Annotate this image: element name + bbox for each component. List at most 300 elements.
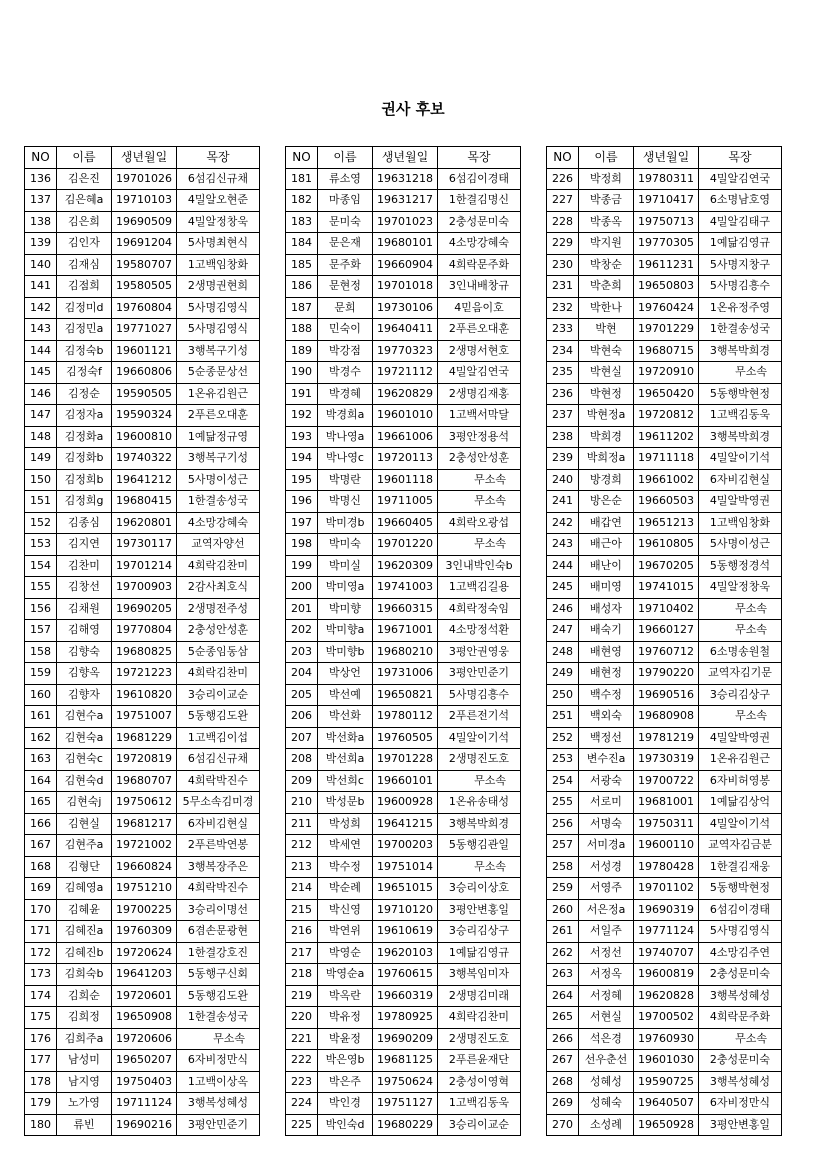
cell-birthdate: 19681229 bbox=[112, 727, 177, 749]
table-row bbox=[547, 1093, 782, 1115]
cell-no: 159 bbox=[25, 663, 57, 685]
cell-mokjang: 교역자양선 bbox=[177, 534, 260, 556]
cell-mokjang: 1온유김원근 bbox=[177, 383, 260, 405]
cell-name: 서정옥 bbox=[579, 964, 634, 986]
cell-name: 박유정 bbox=[318, 1007, 373, 1029]
cell-name: 서로미 bbox=[579, 792, 634, 814]
table-row bbox=[25, 598, 260, 620]
cell-name: 성혜숙 bbox=[579, 1093, 634, 1115]
cell-name: 문희 bbox=[318, 297, 373, 319]
table-row bbox=[25, 319, 260, 341]
cell-no: 241 bbox=[547, 491, 579, 513]
cell-no: 209 bbox=[286, 770, 318, 792]
cell-birthdate: 19660319 bbox=[373, 985, 438, 1007]
cell-name: 박미경b bbox=[318, 512, 373, 534]
table-row bbox=[25, 555, 260, 577]
cell-birthdate: 19681125 bbox=[373, 1050, 438, 1072]
cell-name: 박미향 bbox=[318, 598, 373, 620]
table-row bbox=[25, 749, 260, 771]
cell-birthdate: 19770323 bbox=[373, 340, 438, 362]
cell-name: 박현정a bbox=[579, 405, 634, 427]
cell-no: 231 bbox=[547, 276, 579, 298]
cell-name: 김점희 bbox=[57, 276, 112, 298]
cell-birthdate: 19760615 bbox=[373, 964, 438, 986]
cell-mokjang: 3행복구기성 bbox=[177, 340, 260, 362]
cell-mokjang: 3승리김상구 bbox=[438, 921, 521, 943]
cell-name: 박종금 bbox=[579, 190, 634, 212]
cell-birthdate: 19650908 bbox=[112, 1007, 177, 1029]
cell-birthdate: 19700203 bbox=[373, 835, 438, 857]
cell-birthdate: 19601010 bbox=[373, 405, 438, 427]
cell-mokjang: 5사명김흥수 bbox=[438, 684, 521, 706]
cell-name: 배성자 bbox=[579, 598, 634, 620]
cell-name: 김향숙 bbox=[57, 641, 112, 663]
cell-no: 138 bbox=[25, 211, 57, 233]
cell-mokjang: 6섬김신규채 bbox=[177, 749, 260, 771]
cell-mokjang: 6겸손문광현 bbox=[177, 921, 260, 943]
cell-name: 김정숙f bbox=[57, 362, 112, 384]
table-row bbox=[547, 964, 782, 986]
cell-mokjang: 1고백김동욱 bbox=[438, 1093, 521, 1115]
cell-mokjang: 6소명남호영 bbox=[699, 190, 782, 212]
table-row bbox=[286, 1093, 521, 1115]
cell-mokjang: 4소망정석환 bbox=[438, 620, 521, 642]
cell-no: 173 bbox=[25, 964, 57, 986]
cell-no: 187 bbox=[286, 297, 318, 319]
cell-birthdate: 19770305 bbox=[634, 233, 699, 255]
table-row bbox=[25, 340, 260, 362]
cell-no: 199 bbox=[286, 555, 318, 577]
cell-birthdate: 19701026 bbox=[112, 168, 177, 190]
cell-birthdate: 19601030 bbox=[634, 1050, 699, 1072]
cell-mokjang: 4희락박진수 bbox=[177, 770, 260, 792]
cell-no: 193 bbox=[286, 426, 318, 448]
table-row bbox=[286, 878, 521, 900]
cell-no: 175 bbox=[25, 1007, 57, 1029]
cell-birthdate: 19680707 bbox=[112, 770, 177, 792]
cell-no: 222 bbox=[286, 1050, 318, 1072]
table-row bbox=[25, 1093, 260, 1115]
cell-mokjang: 4밀알박영권 bbox=[699, 491, 782, 513]
cell-birthdate: 19611202 bbox=[634, 426, 699, 448]
cell-mokjang: 무소속 bbox=[438, 534, 521, 556]
cell-name: 박종옥 bbox=[579, 211, 634, 233]
cell-mokjang: 2생명서현호 bbox=[438, 340, 521, 362]
cell-no: 226 bbox=[547, 168, 579, 190]
cell-name: 김정민a bbox=[57, 319, 112, 341]
cell-no: 180 bbox=[25, 1114, 57, 1136]
table-row bbox=[547, 663, 782, 685]
table-row bbox=[286, 792, 521, 814]
cell-mokjang: 5사명이성근 bbox=[699, 534, 782, 556]
cell-birthdate: 19721002 bbox=[112, 835, 177, 857]
table-row bbox=[547, 211, 782, 233]
cell-birthdate: 19631217 bbox=[373, 190, 438, 212]
table-row bbox=[286, 1028, 521, 1050]
cell-birthdate: 19741003 bbox=[373, 577, 438, 599]
table-row bbox=[25, 233, 260, 255]
cell-no: 142 bbox=[25, 297, 57, 319]
table-row bbox=[547, 899, 782, 921]
table-row bbox=[25, 491, 260, 513]
cell-birthdate: 19620828 bbox=[634, 985, 699, 1007]
cell-birthdate: 19660503 bbox=[634, 491, 699, 513]
cell-birthdate: 19750311 bbox=[634, 813, 699, 835]
header-no: NO bbox=[286, 147, 318, 169]
cell-mokjang: 5무소속김미경 bbox=[177, 792, 260, 814]
cell-mokjang: 6자비김현실 bbox=[699, 469, 782, 491]
cell-birthdate: 19730319 bbox=[634, 749, 699, 771]
cell-birthdate: 19640411 bbox=[373, 319, 438, 341]
table-row bbox=[286, 835, 521, 857]
cell-mokjang: 2생명김미래 bbox=[438, 985, 521, 1007]
cell-mokjang: 1고백이상옥 bbox=[177, 1071, 260, 1093]
cell-birthdate: 19610619 bbox=[373, 921, 438, 943]
cell-no: 258 bbox=[547, 856, 579, 878]
table-row bbox=[547, 942, 782, 964]
cell-birthdate: 19760804 bbox=[112, 297, 177, 319]
cell-name: 박옥란 bbox=[318, 985, 373, 1007]
cell-mokjang: 5사명김영식 bbox=[177, 319, 260, 341]
cell-mokjang: 3승리김상구 bbox=[699, 684, 782, 706]
cell-birthdate: 19600819 bbox=[634, 964, 699, 986]
cell-mokjang: 3승리이명선 bbox=[177, 899, 260, 921]
cell-birthdate: 19750403 bbox=[112, 1071, 177, 1093]
table-row bbox=[547, 684, 782, 706]
table-row bbox=[286, 469, 521, 491]
cell-birthdate: 19601121 bbox=[112, 340, 177, 362]
table-row bbox=[547, 254, 782, 276]
cell-birthdate: 19741015 bbox=[634, 577, 699, 599]
cell-name: 김채원 bbox=[57, 598, 112, 620]
cell-no: 219 bbox=[286, 985, 318, 1007]
cell-birthdate: 19620103 bbox=[373, 942, 438, 964]
cell-name: 김재심 bbox=[57, 254, 112, 276]
table-row bbox=[547, 1071, 782, 1093]
cell-birthdate: 19690209 bbox=[373, 1028, 438, 1050]
cell-no: 136 bbox=[25, 168, 57, 190]
cell-no: 151 bbox=[25, 491, 57, 513]
cell-mokjang: 2푸른전기석 bbox=[438, 706, 521, 728]
cell-name: 김희정 bbox=[57, 1007, 112, 1029]
cell-name: 박정희 bbox=[579, 168, 634, 190]
cell-name: 박강점 bbox=[318, 340, 373, 362]
cell-mokjang: 2생명전주성 bbox=[177, 598, 260, 620]
cell-birthdate: 19750612 bbox=[112, 792, 177, 814]
cell-name: 배숙기 bbox=[579, 620, 634, 642]
cell-mokjang: 4소망강혜숙 bbox=[438, 233, 521, 255]
cell-mokjang: 1한결송성국 bbox=[699, 319, 782, 341]
cell-no: 192 bbox=[286, 405, 318, 427]
cell-name: 배난이 bbox=[579, 555, 634, 577]
cell-mokjang: 2감사최호식 bbox=[177, 577, 260, 599]
cell-name: 김찬미 bbox=[57, 555, 112, 577]
cell-birthdate: 19681001 bbox=[634, 792, 699, 814]
cell-name: 박수정 bbox=[318, 856, 373, 878]
cell-name: 김향자 bbox=[57, 684, 112, 706]
table-row bbox=[286, 985, 521, 1007]
table-row bbox=[25, 641, 260, 663]
cell-birthdate: 19680415 bbox=[112, 491, 177, 513]
cell-birthdate: 19780925 bbox=[373, 1007, 438, 1029]
cell-no: 203 bbox=[286, 641, 318, 663]
cell-no: 224 bbox=[286, 1093, 318, 1115]
cell-birthdate: 19710120 bbox=[373, 899, 438, 921]
cell-birthdate: 19711118 bbox=[634, 448, 699, 470]
cell-mokjang: 5사명지창구 bbox=[699, 254, 782, 276]
cell-mokjang: 5사명김영식 bbox=[699, 921, 782, 943]
cell-birthdate: 19721112 bbox=[373, 362, 438, 384]
cell-mokjang: 무소속 bbox=[438, 491, 521, 513]
cell-mokjang: 무소속 bbox=[699, 706, 782, 728]
table-row bbox=[25, 405, 260, 427]
cell-birthdate: 19701023 bbox=[373, 211, 438, 233]
cell-mokjang: 6섬김신규채 bbox=[177, 168, 260, 190]
table-row bbox=[286, 555, 521, 577]
cell-name: 김정자a bbox=[57, 405, 112, 427]
cell-no: 270 bbox=[547, 1114, 579, 1136]
table-row bbox=[25, 1114, 260, 1136]
table-row bbox=[25, 878, 260, 900]
cell-no: 216 bbox=[286, 921, 318, 943]
cell-no: 244 bbox=[547, 555, 579, 577]
cell-mokjang: 1예닮김영규 bbox=[699, 233, 782, 255]
cell-mokjang: 4희락김찬미 bbox=[177, 663, 260, 685]
header-birthdate: 생년월일 bbox=[373, 147, 438, 169]
cell-mokjang: 3평안권영웅 bbox=[438, 641, 521, 663]
table-row bbox=[286, 448, 521, 470]
cell-name: 박현 bbox=[579, 319, 634, 341]
cell-no: 215 bbox=[286, 899, 318, 921]
cell-birthdate: 19671001 bbox=[373, 620, 438, 642]
cell-birthdate: 19720812 bbox=[634, 405, 699, 427]
table-row bbox=[286, 211, 521, 233]
cell-name: 김혜진b bbox=[57, 942, 112, 964]
cell-name: 박나영a bbox=[318, 426, 373, 448]
cell-name: 박미향a bbox=[318, 620, 373, 642]
cell-birthdate: 19721223 bbox=[112, 663, 177, 685]
cell-no: 220 bbox=[286, 1007, 318, 1029]
cell-no: 156 bbox=[25, 598, 57, 620]
cell-birthdate: 19660806 bbox=[112, 362, 177, 384]
cell-birthdate: 19670205 bbox=[634, 555, 699, 577]
cell-name: 마종임 bbox=[318, 190, 373, 212]
cell-no: 229 bbox=[547, 233, 579, 255]
cell-name: 박신영 bbox=[318, 899, 373, 921]
cell-birthdate: 19600810 bbox=[112, 426, 177, 448]
cell-mokjang: 4믿음이호 bbox=[438, 297, 521, 319]
cell-name: 박창순 bbox=[579, 254, 634, 276]
cell-no: 183 bbox=[286, 211, 318, 233]
table-row bbox=[547, 620, 782, 642]
candidate-table-2 bbox=[285, 146, 521, 1136]
cell-mokjang: 6자비김현실 bbox=[177, 813, 260, 835]
cell-birthdate: 19661002 bbox=[634, 469, 699, 491]
cell-name: 김인자 bbox=[57, 233, 112, 255]
cell-no: 207 bbox=[286, 727, 318, 749]
table-row bbox=[547, 469, 782, 491]
cell-birthdate: 19690216 bbox=[112, 1114, 177, 1136]
cell-no: 140 bbox=[25, 254, 57, 276]
cell-mokjang: 1온유김원근 bbox=[699, 749, 782, 771]
cell-birthdate: 19740707 bbox=[634, 942, 699, 964]
cell-no: 225 bbox=[286, 1114, 318, 1136]
cell-mokjang: 4희락정숙임 bbox=[438, 598, 521, 620]
cell-birthdate: 19661006 bbox=[373, 426, 438, 448]
cell-name: 서미경a bbox=[579, 835, 634, 857]
table-row bbox=[25, 1028, 260, 1050]
cell-name: 김해영 bbox=[57, 620, 112, 642]
cell-name: 박선희a bbox=[318, 749, 373, 771]
cell-name: 김향옥 bbox=[57, 663, 112, 685]
table-row bbox=[286, 1050, 521, 1072]
cell-no: 217 bbox=[286, 942, 318, 964]
cell-mokjang: 2충성이영혁 bbox=[438, 1071, 521, 1093]
cell-name: 서정선 bbox=[579, 942, 634, 964]
cell-name: 방경희 bbox=[579, 469, 634, 491]
table-row bbox=[547, 276, 782, 298]
cell-birthdate: 19590725 bbox=[634, 1071, 699, 1093]
cell-no: 262 bbox=[547, 942, 579, 964]
table-row bbox=[547, 297, 782, 319]
table-row bbox=[25, 964, 260, 986]
cell-no: 185 bbox=[286, 254, 318, 276]
cell-no: 191 bbox=[286, 383, 318, 405]
cell-mokjang: 3인내박인숙b bbox=[438, 555, 521, 577]
cell-birthdate: 19631218 bbox=[373, 168, 438, 190]
cell-no: 265 bbox=[547, 1007, 579, 1029]
cell-no: 247 bbox=[547, 620, 579, 642]
table-row bbox=[547, 233, 782, 255]
cell-name: 박나영c bbox=[318, 448, 373, 470]
table-header-row bbox=[25, 147, 260, 169]
cell-no: 147 bbox=[25, 405, 57, 427]
cell-no: 152 bbox=[25, 512, 57, 534]
cell-no: 198 bbox=[286, 534, 318, 556]
cell-name: 김지연 bbox=[57, 534, 112, 556]
cell-mokjang: 4소망김주연 bbox=[699, 942, 782, 964]
cell-no: 228 bbox=[547, 211, 579, 233]
cell-no: 153 bbox=[25, 534, 57, 556]
cell-mokjang: 1온유송태성 bbox=[438, 792, 521, 814]
table-row bbox=[547, 598, 782, 620]
table-row bbox=[547, 555, 782, 577]
cell-no: 205 bbox=[286, 684, 318, 706]
cell-mokjang: 1고백김동욱 bbox=[699, 405, 782, 427]
cell-mokjang: 3승리이상호 bbox=[438, 878, 521, 900]
cell-mokjang: 무소속 bbox=[699, 362, 782, 384]
cell-birthdate: 19590505 bbox=[112, 383, 177, 405]
cell-birthdate: 19780428 bbox=[634, 856, 699, 878]
cell-name: 김현수a bbox=[57, 706, 112, 728]
cell-birthdate: 19680715 bbox=[634, 340, 699, 362]
table-row bbox=[25, 770, 260, 792]
header-name: 이름 bbox=[318, 147, 373, 169]
cell-name: 김현실 bbox=[57, 813, 112, 835]
cell-name: 김현숙j bbox=[57, 792, 112, 814]
table-row bbox=[286, 620, 521, 642]
table-row bbox=[547, 405, 782, 427]
table-row bbox=[25, 297, 260, 319]
cell-birthdate: 19641212 bbox=[112, 469, 177, 491]
table-row bbox=[547, 770, 782, 792]
table-row bbox=[547, 340, 782, 362]
table-row bbox=[547, 319, 782, 341]
table-row bbox=[25, 362, 260, 384]
cell-mokjang: 3인내배창규 bbox=[438, 276, 521, 298]
cell-name: 박춘희 bbox=[579, 276, 634, 298]
cell-mokjang: 1예닮정규영 bbox=[177, 426, 260, 448]
cell-mokjang: 1고백김이섭 bbox=[177, 727, 260, 749]
cell-name: 김현숙a bbox=[57, 727, 112, 749]
table-row bbox=[286, 254, 521, 276]
table-row bbox=[25, 1007, 260, 1029]
cell-name: 김은진 bbox=[57, 168, 112, 190]
table-row bbox=[286, 749, 521, 771]
table-row bbox=[25, 426, 260, 448]
cell-name: 배현영 bbox=[579, 641, 634, 663]
cell-no: 166 bbox=[25, 813, 57, 835]
cell-no: 168 bbox=[25, 856, 57, 878]
table-row bbox=[286, 383, 521, 405]
cell-name: 박현숙 bbox=[579, 340, 634, 362]
table-row bbox=[286, 921, 521, 943]
cell-name: 박명란 bbox=[318, 469, 373, 491]
cell-name: 김혜윤 bbox=[57, 899, 112, 921]
cell-mokjang: 3행복성혜성 bbox=[699, 1071, 782, 1093]
table-row bbox=[286, 770, 521, 792]
cell-mokjang: 2생명진도호 bbox=[438, 1028, 521, 1050]
cell-mokjang: 4밀알이기석 bbox=[699, 448, 782, 470]
cell-mokjang: 1한결송성국 bbox=[177, 491, 260, 513]
cell-mokjang: 3평안민준기 bbox=[438, 663, 521, 685]
cell-birthdate: 19751014 bbox=[373, 856, 438, 878]
cell-mokjang: 1온유정주영 bbox=[699, 297, 782, 319]
cell-mokjang: 무소속 bbox=[438, 469, 521, 491]
cell-mokjang: 3평안민준기 bbox=[177, 1114, 260, 1136]
table-row bbox=[25, 577, 260, 599]
cell-no: 242 bbox=[547, 512, 579, 534]
table-row bbox=[25, 813, 260, 835]
cell-birthdate: 19720910 bbox=[634, 362, 699, 384]
cell-name: 박미향b bbox=[318, 641, 373, 663]
cell-name: 박희정a bbox=[579, 448, 634, 470]
cell-birthdate: 19620801 bbox=[112, 512, 177, 534]
cell-name: 김현숙c bbox=[57, 749, 112, 771]
cell-name: 김은희 bbox=[57, 211, 112, 233]
cell-birthdate: 19731006 bbox=[373, 663, 438, 685]
table-row bbox=[547, 534, 782, 556]
cell-name: 서영주 bbox=[579, 878, 634, 900]
cell-birthdate: 19700903 bbox=[112, 577, 177, 599]
cell-birthdate: 19711005 bbox=[373, 491, 438, 513]
cell-birthdate: 19610805 bbox=[634, 534, 699, 556]
cell-mokjang: 3행복장주은 bbox=[177, 856, 260, 878]
cell-mokjang: 1한결김명신 bbox=[438, 190, 521, 212]
table-row bbox=[25, 985, 260, 1007]
cell-no: 146 bbox=[25, 383, 57, 405]
cell-birthdate: 19650420 bbox=[634, 383, 699, 405]
cell-no: 204 bbox=[286, 663, 318, 685]
cell-birthdate: 19681217 bbox=[112, 813, 177, 835]
cell-mokjang: 4밀알이기석 bbox=[438, 727, 521, 749]
cell-mokjang: 3평안정용석 bbox=[438, 426, 521, 448]
cell-name: 성혜성 bbox=[579, 1071, 634, 1093]
cell-birthdate: 19720113 bbox=[373, 448, 438, 470]
cell-no: 148 bbox=[25, 426, 57, 448]
cell-mokjang: 1한결송성국 bbox=[177, 1007, 260, 1029]
cell-no: 155 bbox=[25, 577, 57, 599]
